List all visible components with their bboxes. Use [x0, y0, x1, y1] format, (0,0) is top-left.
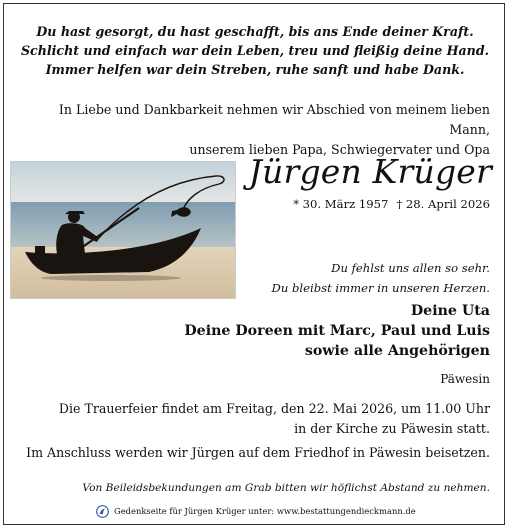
deceased-name: Jürgen Krüger: [248, 152, 492, 191]
condolence-request: Von Beileidsbekundungen am Grab bitten wir höflichst Abstand zu nehmen.: [82, 482, 490, 494]
farewell-line: Du bleibst immer in unseren Herzen.: [271, 281, 490, 295]
poem-line: Schlicht und einfach war dein Leben, treu und fleißig deine Hand.: [20, 43, 490, 58]
funeral-service-info: [50, 399, 490, 439]
farewell-line: Du fehlst uns allen so sehr.: [331, 261, 490, 275]
memorial-website-link[interactable]: Gedenkseite für Jürgen Krüger unter: www.bestattungendieckmann.de: [114, 506, 416, 516]
burial-info: Im Anschluss werden wir Jürgen auf dem Friedhof in Päwesin beisetzen.: [26, 445, 490, 460]
family-line: Deine Uta: [410, 303, 490, 319]
family-line: sowie alle Angehörigen: [304, 343, 490, 359]
intro-line: unserem lieben Papa, Schwiegervater und Opa: [189, 142, 490, 157]
family-line: Deine Doreen mit Marc, Paul und Luis: [184, 323, 490, 339]
service-line: Die Trauerfeier findet am Freitag, den 22. Mai 2026, um 11.00 Uhr: [58, 401, 490, 416]
service-line: in der Kirche zu Päwesin statt.: [294, 421, 490, 436]
memorial-footer[interactable]: [96, 504, 416, 518]
fisherman-boat-photo: [10, 161, 236, 299]
birth-date: * 30. März 1957: [293, 197, 389, 211]
life-dates: [293, 196, 490, 212]
fisherman-silhouette-image: [11, 162, 235, 298]
death-date: † 28. April 2026: [396, 197, 490, 211]
poem-line: Du hast gesorgt, du hast geschafft, bis ans Ende deiner Kraft.: [36, 24, 474, 39]
family-signature: [160, 301, 490, 361]
poem: [0, 22, 510, 79]
farewell-text: [230, 258, 490, 298]
intro-line: In Liebe und Dankbarkeit nehmen wir Abschied von meinem lieben Mann,: [58, 102, 490, 137]
memorial-logo-icon: [96, 505, 109, 518]
place-name: Päwesin: [440, 372, 490, 386]
poem-line: Immer helfen war dein Streben, ruhe sanft und habe Dank.: [45, 62, 465, 77]
